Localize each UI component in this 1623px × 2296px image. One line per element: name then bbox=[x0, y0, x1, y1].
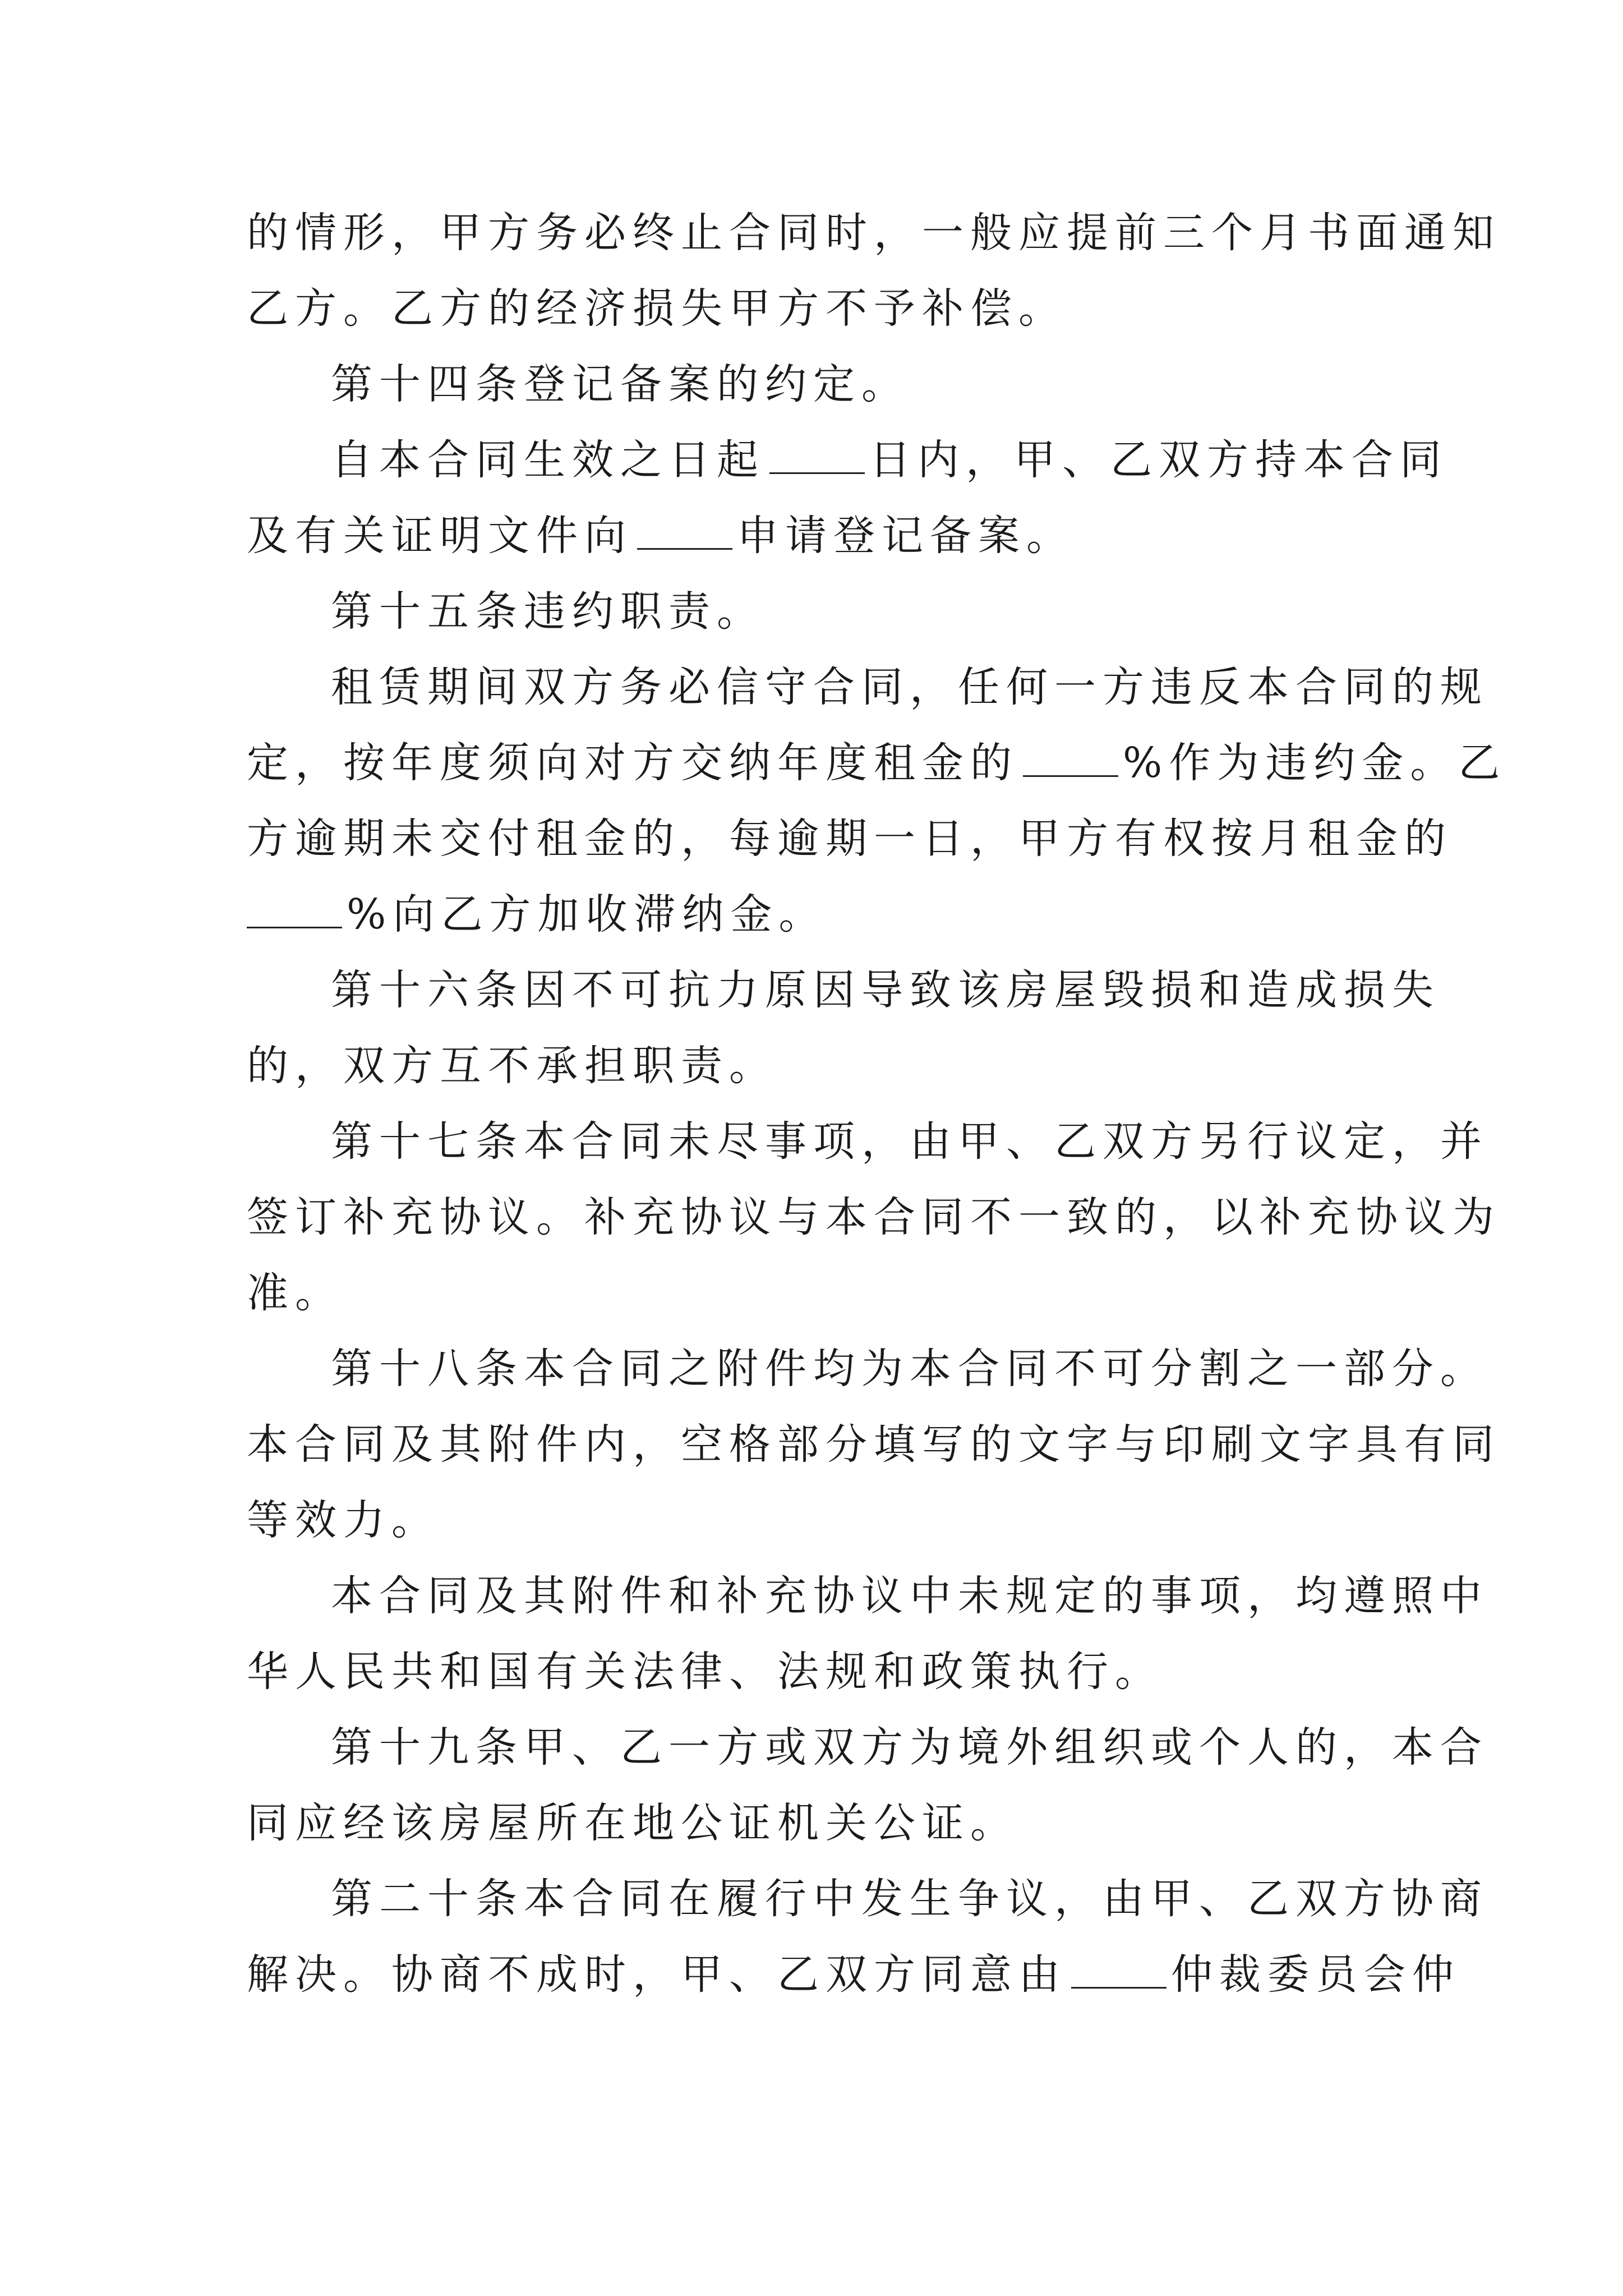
fill-in-blank[interactable] bbox=[1023, 736, 1118, 777]
line-text: 申请登记备案。 bbox=[737, 512, 1075, 560]
fill-in-blank[interactable] bbox=[247, 887, 342, 928]
text-line bbox=[247, 502, 1075, 569]
text-line bbox=[247, 1789, 1018, 1857]
clause-17 bbox=[331, 1108, 1488, 1175]
line-text: 第十五条违约职责。 bbox=[331, 587, 765, 636]
line-text: 日内，甲、乙双方持本合同 bbox=[869, 436, 1448, 484]
line-text: 第十九条甲、乙一方或双方为境外组织或个人的，本合 bbox=[331, 1723, 1488, 1772]
line-text: 准。 bbox=[247, 1269, 343, 1317]
text-line bbox=[331, 1562, 1488, 1630]
text-line bbox=[247, 275, 1067, 342]
text-line bbox=[247, 729, 1506, 797]
line-text: 租赁期间双方务必信守合同，任何一方违反本合同的规 bbox=[331, 663, 1488, 711]
clause-16 bbox=[331, 956, 1440, 1024]
text-line bbox=[247, 1032, 777, 1099]
text-line bbox=[247, 1259, 343, 1327]
line-text: 第十六条因不可抗力原因导致该房屋毁损和造成损失 bbox=[331, 966, 1440, 1014]
text-line bbox=[247, 1487, 440, 1554]
text-line bbox=[247, 1638, 1163, 1705]
clause-heading-15 bbox=[331, 578, 765, 645]
line-text: 的情形，甲方务必终止合同时，一般应提前三个月书面通知 bbox=[247, 209, 1501, 257]
line-text: 自本合同生效之日起 bbox=[331, 436, 765, 484]
line-text: 华人民共和国有关法律、法规和政策执行。 bbox=[247, 1648, 1163, 1696]
line-text: 签订补充协议。补充协议与本合同不一致的，以补充协议为 bbox=[247, 1193, 1501, 1241]
line-text: 等效力。 bbox=[247, 1496, 440, 1544]
line-text: 乙方。乙方的经济损失甲方不予补偿。 bbox=[247, 284, 1067, 333]
line-text: 仲裁委员会仲 bbox=[1171, 1950, 1460, 1999]
line-text: 的，双方互不承担职责。 bbox=[247, 1042, 777, 1090]
line-text: 第十七条本合同未尽事项，由甲、乙双方另行议定，并 bbox=[331, 1117, 1488, 1166]
text-line bbox=[331, 426, 1448, 494]
text-line bbox=[331, 654, 1488, 721]
text-line bbox=[247, 199, 1501, 266]
line-text: %向乙方加收滞纳金。 bbox=[347, 890, 827, 938]
line-text: %作为违约金。乙 bbox=[1123, 739, 1507, 787]
line-text: 方逾期未交付租金的，每逾期一日，甲方有权按月租金的 bbox=[247, 815, 1453, 863]
fill-in-blank[interactable] bbox=[769, 433, 865, 474]
clause-19 bbox=[331, 1714, 1488, 1781]
text-line bbox=[247, 1411, 1501, 1478]
line-text: 第十八条本合同之附件均为本合同不可分割之一部分。 bbox=[331, 1345, 1488, 1393]
line-text: 及有关证明文件向 bbox=[247, 512, 633, 560]
fill-in-blank[interactable] bbox=[1071, 1948, 1166, 1989]
line-text: 定，按年度须向对方交纳年度租金的 bbox=[247, 739, 1018, 787]
line-text: 第二十条本合同在履行中发生争议，由甲、乙双方协商 bbox=[331, 1875, 1488, 1923]
text-line bbox=[247, 805, 1453, 872]
text-line bbox=[247, 1184, 1501, 1251]
line-text: 解决。协商不成时，甲、乙双方同意由 bbox=[247, 1950, 1067, 1999]
line-text: 本合同及其附件和补充协议中未规定的事项，均遵照中 bbox=[331, 1572, 1488, 1620]
clause-20 bbox=[331, 1865, 1488, 1932]
text-line bbox=[247, 1941, 1460, 2008]
line-text: 同应经该房屋所在地公证机关公证。 bbox=[247, 1799, 1018, 1847]
line-text: 第十四条登记备案的约定。 bbox=[331, 360, 910, 408]
text-line bbox=[247, 881, 827, 948]
line-text: 本合同及其附件内，空格部分填写的文字与印刷文字具有同 bbox=[247, 1420, 1501, 1469]
clause-heading-14 bbox=[331, 351, 910, 418]
fill-in-blank[interactable] bbox=[637, 509, 732, 550]
clause-18 bbox=[331, 1335, 1488, 1402]
